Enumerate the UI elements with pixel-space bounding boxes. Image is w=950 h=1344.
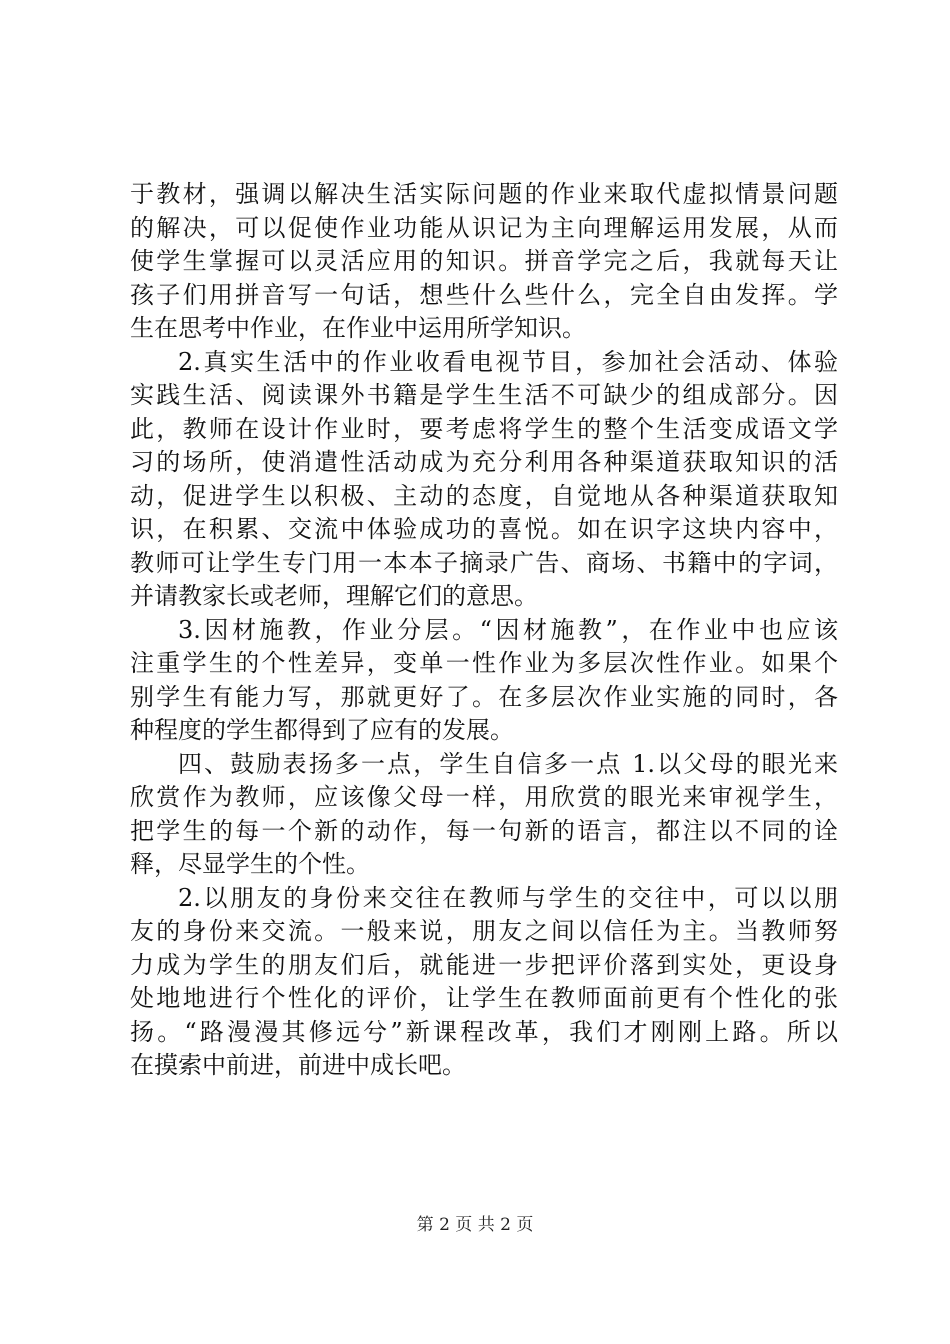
text-line: 种程度的学生都得到了应有的发展。 bbox=[130, 716, 514, 744]
text-line: 孩子们用拼音写一句话，想些什么些什么，完全自由发挥。学 bbox=[130, 280, 838, 309]
text-line: 四、鼓励表扬多一点，学生自信多一点 1.以父母的眼光来 bbox=[178, 749, 838, 778]
text-line: 释，尽显学生的个性。 bbox=[130, 850, 370, 878]
text-line: 的解决，可以促使作业功能从识记为主向理解运用发展，从而 bbox=[130, 213, 838, 242]
text-line: 力成为学生的朋友们后，就能进一步把评价落到实处，更设身 bbox=[130, 950, 838, 979]
text-line: 于教材，强调以解决生活实际问题的作业来取代虚拟情景问题 bbox=[130, 180, 838, 208]
text-line: 教师可让学生专门用一本本子摘录广告、商场、书籍中的字词， bbox=[130, 548, 838, 577]
text-line: 扬。“路漫漫其修远兮”新课程改革，我们才刚刚上路。所以 bbox=[130, 1017, 838, 1046]
page-footer bbox=[0, 1213, 950, 1237]
text-line: 使学生掌握可以灵活应用的知识。拼音学完之后，我就每天让 bbox=[130, 247, 838, 275]
text-line: 此，教师在设计作业时，要考虑将学生的整个生活变成语文学 bbox=[130, 414, 838, 443]
text-line: 3.因材施教，作业分层。“因材施教”，在作业中也应该 bbox=[178, 615, 838, 644]
text-line: 2.真实生活中的作业收看电视节目，参加社会活动、体验 bbox=[178, 347, 838, 376]
body-text bbox=[130, 178, 838, 1083]
text-line: 生在思考中作业，在作业中运用所学知识。 bbox=[130, 314, 586, 342]
text-line: 友的身份来交流。一般来说，朋友之间以信任为主。当教师努 bbox=[130, 917, 838, 945]
text-line: 在摸索中前进，前进中成长吧。 bbox=[130, 1051, 466, 1079]
page-number-label: 第 2 页 共 2 页 bbox=[416, 1215, 534, 1235]
text-line: 识，在积累、交流中体验成功的喜悦。如在识字这块内容中， bbox=[130, 515, 838, 543]
text-line: 并请教家长或老师，理解它们的意思。 bbox=[130, 582, 538, 610]
text-line: 注重学生的个性差异，变单一性作业为多层次性作业。如果个 bbox=[130, 649, 838, 677]
text-line: 实践生活、阅读课外书籍是学生生活不可缺少的组成部分。因 bbox=[130, 381, 838, 409]
text-line: 2.以朋友的身份来交往在教师与学生的交往中，可以以朋 bbox=[178, 883, 838, 912]
text-line: 欣赏作为教师，应该像父母一样，用欣赏的眼光来审视学生， bbox=[130, 783, 838, 811]
text-line: 动，促进学生以积极、主动的态度，自觉地从各种渠道获取知 bbox=[130, 481, 838, 510]
text-line: 把学生的每一个新的动作，每一句新的语言，都注以不同的诠 bbox=[130, 816, 838, 845]
text-line: 处地地进行个性化的评价，让学生在教师面前更有个性化的张 bbox=[130, 984, 838, 1012]
text-line: 习的场所，使消遣性活动成为充分利用各种渠道获取知识的活 bbox=[130, 448, 838, 476]
text-line: 别学生有能力写，那就更好了。在多层次作业实施的同时，各 bbox=[130, 682, 838, 711]
